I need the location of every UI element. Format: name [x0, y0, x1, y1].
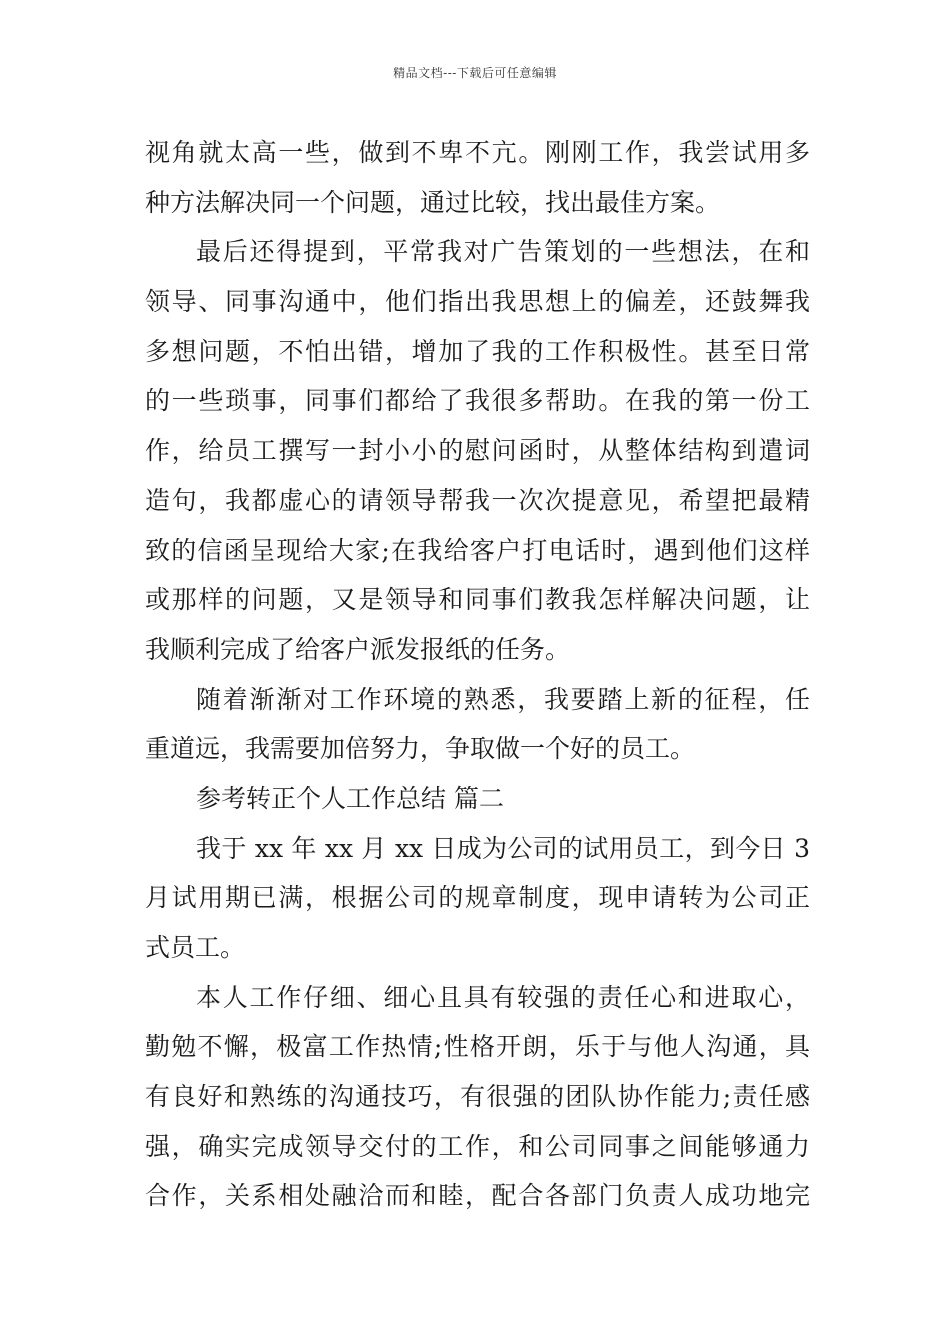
- text-line: 本人工作仔细、细心且具有较强的责任心和进取心，: [196, 982, 810, 1012]
- paragraph: [145, 675, 810, 774]
- text-line: 的一些琐事，同事们都给了我很多帮助。在我的第一份工: [145, 386, 810, 416]
- text-line: 随着渐渐对工作环境的熟悉，我要踏上新的征程，任: [196, 684, 810, 714]
- text-line: 领导、同事沟通中，他们指出我思想上的偏差，还鼓舞我: [145, 287, 810, 317]
- text-line: 强，确实完成领导交付的工作，和公司同事之间能够通力: [145, 1131, 810, 1161]
- paragraph: [145, 227, 810, 674]
- page-header: 精品文档---下载后可任意编辑: [393, 66, 557, 80]
- text-line: 我顺利完成了给客户派发报纸的任务。: [145, 634, 571, 664]
- text-line: 作，给员工撰写一封小小的慰问函时，从整体结构到遣词: [145, 436, 810, 466]
- text-line: 月试用期已满，根据公司的规章制度，现申请转为公司正: [145, 883, 810, 913]
- text-line: 致的信函呈现给大家;在我给客户打电话时，遇到他们这样: [145, 535, 810, 565]
- text-line: 有良好和熟练的沟通技巧，有很强的团队协作能力;责任感: [145, 1082, 810, 1112]
- heading-line: 参考转正个人工作总结 篇二: [196, 783, 504, 813]
- text-line: 我于 xx 年 xx 月 xx 日成为公司的试用员工，到今日 3: [196, 833, 810, 863]
- text-line: 最后还得提到，平常我对广告策划的一些想法，在和: [196, 237, 810, 267]
- text-line: 勤勉不懈，极富工作热情;性格开朗，乐于与他人沟通，具: [145, 1032, 810, 1062]
- text-line: 种方法解决同一个问题，通过比较，找出最佳方案。: [145, 187, 721, 217]
- paragraph: [145, 824, 810, 973]
- document-body: [145, 128, 810, 1221]
- text-line: 视角就太高一些，做到不卑不亢。刚刚工作，我尝试用多: [145, 138, 810, 167]
- text-line: 造句，我都虚心的请领导帮我一次次提意见，希望把最精: [145, 485, 810, 515]
- text-line: 式员工。: [145, 933, 246, 962]
- text-line: 合作，关系相处融洽而和睦，配合各部门负责人成功地完: [145, 1181, 810, 1211]
- text-line: 多想问题，不怕出错，增加了我的工作积极性。甚至日常: [145, 336, 810, 366]
- paragraph: [145, 128, 810, 227]
- paragraph: [145, 973, 810, 1221]
- section-heading: [145, 774, 810, 824]
- text-line: 或那样的问题，又是领导和同事们教我怎样解决问题，让: [145, 585, 810, 615]
- text-line: 重道远，我需要加倍努力，争取做一个好的员工。: [145, 734, 696, 764]
